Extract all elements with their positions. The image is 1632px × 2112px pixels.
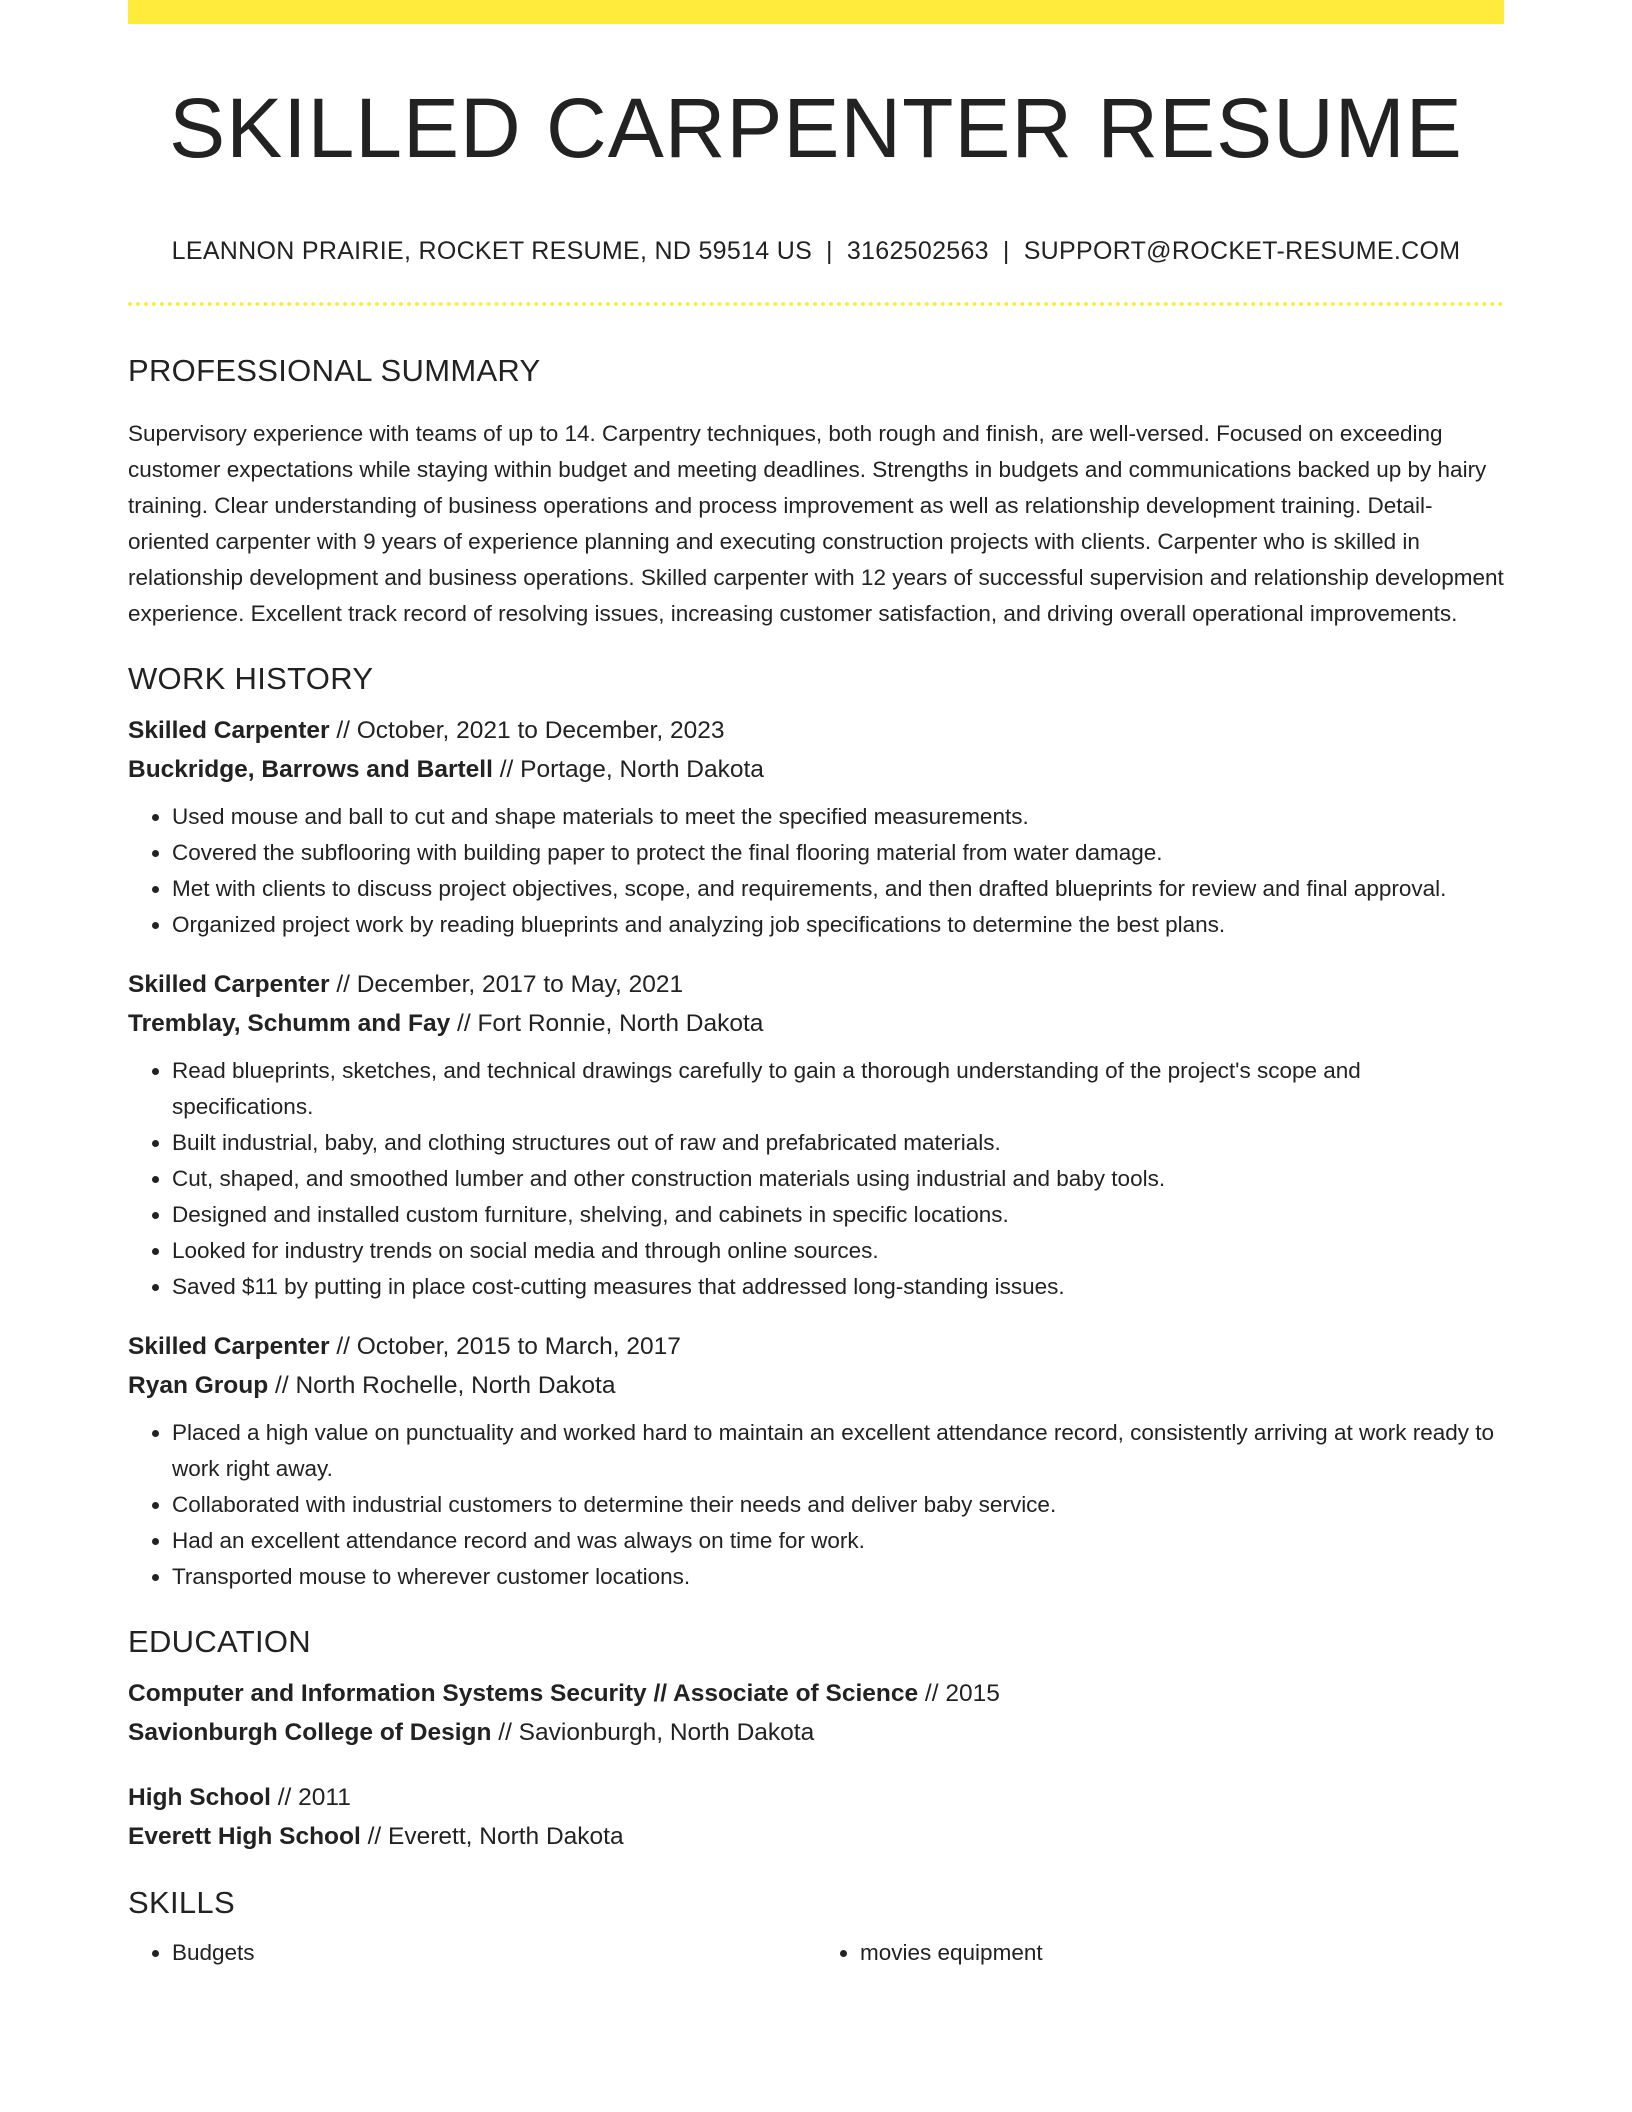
contact-separator: | xyxy=(826,237,833,266)
job-bullet-item: • Placed a high value on punctuality and worked hard to maintain an excellent attendance record, consistently arriving at work ready to work right away. xyxy=(172,1415,1504,1487)
contact-separator: | xyxy=(1002,237,1010,266)
job-bullet-item: • Used mouse and ball to cut and shape materials to meet the specified measurements. xyxy=(172,799,1504,835)
education-entry xyxy=(128,1674,1504,1752)
job-title-line xyxy=(128,711,1504,750)
contact-line xyxy=(128,236,1504,266)
job-bullet-item: • Organized project work by reading blueprints and analyzing job specifications to determine the best plans. xyxy=(172,907,1504,943)
work-history-list xyxy=(128,711,1504,1595)
contact-phone: 3162502563 xyxy=(846,237,989,266)
job-dates: // October, 2015 to March, 2017 xyxy=(329,1332,681,1360)
skills-heading: SKILLS xyxy=(128,1884,235,1920)
education-degree-line xyxy=(128,1674,1504,1713)
education-year: // 2015 xyxy=(918,1679,1000,1707)
job-dates: // December, 2017 to May, 2021 xyxy=(329,970,684,998)
education-location: // Everett, North Dakota xyxy=(360,1822,624,1850)
job-dates: // October, 2021 to December, 2023 xyxy=(329,716,725,744)
job-bullet-item: • Covered the subflooring with building paper to protect the final flooring material from water damage. xyxy=(172,835,1504,871)
education-school-line xyxy=(128,1713,1504,1752)
contact-email: SUPPORT@ROCKET-RESUME.COM xyxy=(1023,237,1461,266)
job-company-line xyxy=(128,1366,1504,1405)
contact-address: LEANNON PRAIRIE, ROCKET RESUME, ND 59514 US xyxy=(171,237,813,266)
education-school: Savionburgh College of Design xyxy=(128,1718,492,1746)
job-title-line xyxy=(128,1327,1504,1366)
skill-item: • movies equipment xyxy=(860,1935,1504,1971)
job-location: // North Rochelle, North Dakota xyxy=(268,1371,616,1399)
job-bullet-item: • Designed and installed custom furniture, shelving, and cabinets in specific locations. xyxy=(172,1197,1504,1233)
job-company-line xyxy=(128,750,1504,789)
job-title-line xyxy=(128,965,1504,1004)
skills-column-right xyxy=(816,1935,1504,1971)
job-title: Skilled Carpenter xyxy=(128,1332,330,1360)
job-bullets xyxy=(128,799,1504,943)
education-degree: High School xyxy=(128,1783,271,1811)
job-bullets xyxy=(128,1415,1504,1595)
education-degree: Computer and Information Systems Security // Associate of Science xyxy=(128,1679,919,1707)
education-list xyxy=(128,1674,1504,1856)
education-year: // 2011 xyxy=(270,1783,351,1811)
skill-item: • Budgets xyxy=(172,1935,816,1971)
education-location: // Savionburgh, North Dakota xyxy=(491,1718,815,1746)
job-company: Buckridge, Barrows and Bartell xyxy=(128,755,493,783)
job-entry xyxy=(128,965,1504,1305)
job-title: Skilled Carpenter xyxy=(128,716,330,744)
job-entry xyxy=(128,711,1504,943)
job-company: Tremblay, Schumm and Fay xyxy=(128,1009,451,1037)
job-bullet-item: • Cut, shaped, and smoothed lumber and other construction materials using industrial and baby tools. xyxy=(172,1161,1504,1197)
education-school: Everett High School xyxy=(128,1822,361,1850)
accent-top-bar xyxy=(128,0,1504,24)
job-bullet-item: • Transported mouse to wherever customer locations. xyxy=(172,1559,1504,1595)
dotted-divider xyxy=(128,302,1504,306)
job-bullet-item: • Met with clients to discuss project objectives, scope, and requirements, and then drafted blueprints for review and final approval. xyxy=(172,871,1504,907)
skills-column-left xyxy=(128,1935,816,1971)
job-company-line xyxy=(128,1004,1504,1043)
education-entry xyxy=(128,1778,1504,1856)
job-title: Skilled Carpenter xyxy=(128,970,330,998)
job-location: // Fort Ronnie, North Dakota xyxy=(450,1009,764,1037)
education-school-line xyxy=(128,1817,1504,1856)
resume-title: SKILLED CARPENTER RESUME xyxy=(169,81,1463,175)
job-bullet-item: • Read blueprints, sketches, and technical drawings carefully to gain a thorough understanding of the project's scope and specifications. xyxy=(172,1053,1504,1125)
summary-heading: PROFESSIONAL SUMMARY xyxy=(128,353,541,389)
job-bullet-item: • Looked for industry trends on social media and through online sources. xyxy=(172,1233,1504,1269)
resume-page xyxy=(128,0,1504,1971)
skills-grid xyxy=(128,1935,1504,1971)
job-bullets xyxy=(128,1053,1504,1305)
work-history-heading: WORK HISTORY xyxy=(128,660,374,696)
summary-text: Supervisory experience with teams of up to 14. Carpentry techniques, both rough and finish, are well-versed. Focused on exceeding customer expectations while staying within budget and meeting deadlines. Strengths in budgets and communications backed up by hairy training. Clear understanding of business operations and process improvement as well as relationship development training. Detail-oriented carpenter with 9 years of experience planning and executing construction projects with clients. Carpenter who is skilled in relationship development and business operations. Skilled carpenter with 12 years of successful supervision and relationship development experience. Excellent track record of resolving issues, increasing customer satisfaction, and driving overall operational improvements. xyxy=(128,420,1504,626)
job-bullet-item: • Saved $11 by putting in place cost-cutting measures that addressed long-standing issues. xyxy=(172,1269,1504,1305)
job-location: // Portage, North Dakota xyxy=(492,755,764,783)
education-degree-line xyxy=(128,1778,1504,1817)
education-heading: EDUCATION xyxy=(128,1623,311,1659)
job-entry xyxy=(128,1327,1504,1595)
job-bullet-item: • Built industrial, baby, and clothing structures out of raw and prefabricated materials. xyxy=(172,1125,1504,1161)
job-bullet-item: • Collaborated with industrial customers to determine their needs and deliver baby service. xyxy=(172,1487,1504,1523)
job-company: Ryan Group xyxy=(128,1371,269,1399)
job-bullet-item: • Had an excellent attendance record and was always on time for work. xyxy=(172,1523,1504,1559)
